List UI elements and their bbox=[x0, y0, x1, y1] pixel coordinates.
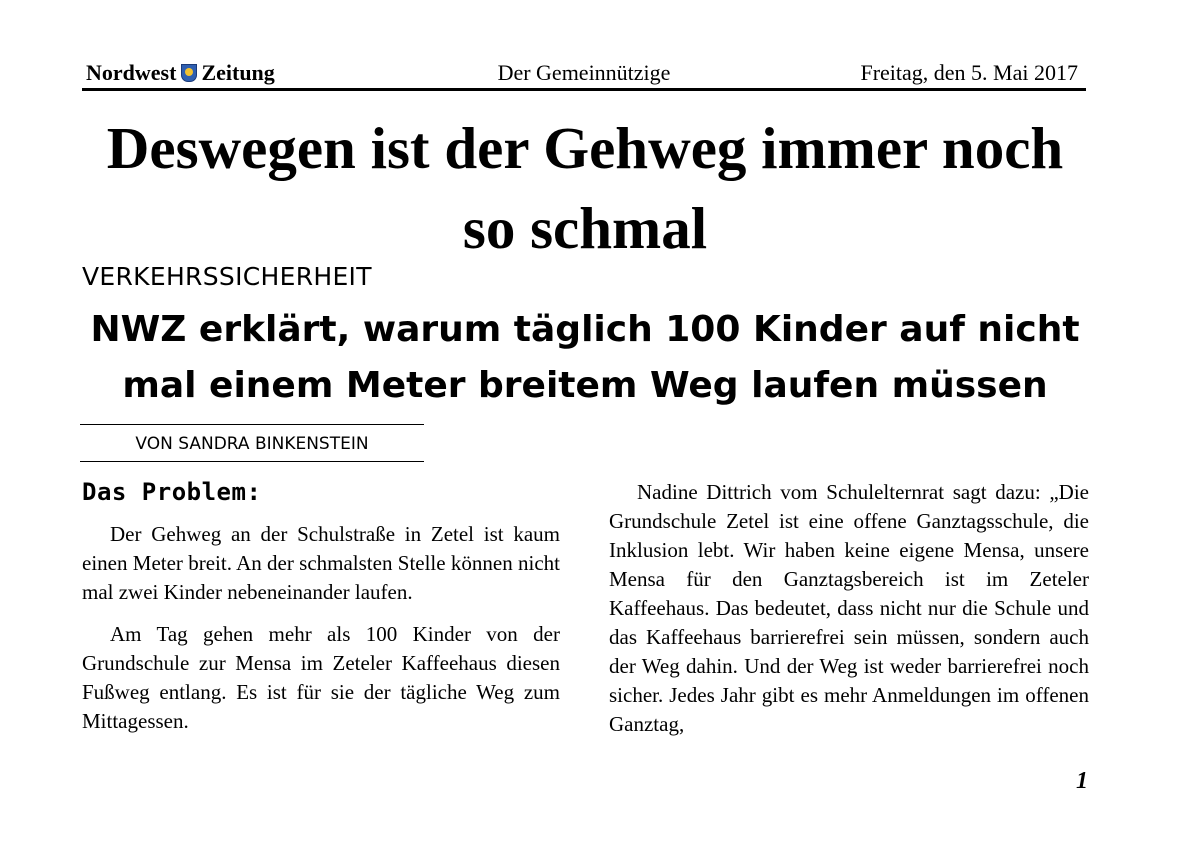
paragraph: Nadine Dittrich vom Schulelternrat sagt dazu: „Die Grundschule Zetel ist eine offene Ganztagsschule, die Inklusion lebt. Wir haben keine eigene Mensa, unsere Mensa für den Ganztagsbereich ist im Zeteler Kaffeehaus. Das bedeutet, dass nicht nur die Schule und das Kaffeehaus barrierefrei sein müssen, sondern auch der Weg dahin. Und der Weg ist weder barrierefrei noch sicher. Jedes Jahr gibt es mehr Anmeldungen im offenen Ganztag, bbox=[609, 480, 1089, 736]
paragraph: Der Gehweg an der Schulstraße in Zetel ist kaum einen Meter breit. An der schmalsten Stelle können nicht mal zwei Kinder nebeneinander laufen. bbox=[82, 522, 560, 604]
article-column-right bbox=[609, 478, 1089, 739]
article-kicker: VERKEHRSSICHERHEIT bbox=[82, 262, 372, 291]
article-column-left bbox=[82, 520, 560, 736]
edition-name: Der Gemeinnützige bbox=[497, 60, 671, 85]
page-number: 1 bbox=[1076, 768, 1088, 794]
article-subheadline: NWZ erklärt, warum täglich 100 Kinder auf nicht mal einem Meter breitem Weg laufen müssen bbox=[90, 309, 1080, 406]
issue-date: Freitag, den 5. Mai 2017 bbox=[860, 60, 1078, 85]
article-headline: Deswegen ist der Gehweg immer noch so schmal bbox=[106, 115, 1064, 261]
paragraph: Am Tag gehen mehr als 100 Kinder von der Grundschule zur Mensa im Zeteler Kaffeehaus diesen Fußweg entlang. Es ist für sie der tägliche Weg zum Mittagessen. bbox=[82, 622, 560, 733]
brand-name-left: Nordwest bbox=[86, 60, 177, 85]
section-title: Das Problem: bbox=[82, 478, 262, 506]
byline: VON SANDRA BINKENSTEIN bbox=[80, 424, 424, 462]
masthead bbox=[82, 58, 1086, 91]
brand-name-right: Zeitung bbox=[201, 60, 275, 85]
